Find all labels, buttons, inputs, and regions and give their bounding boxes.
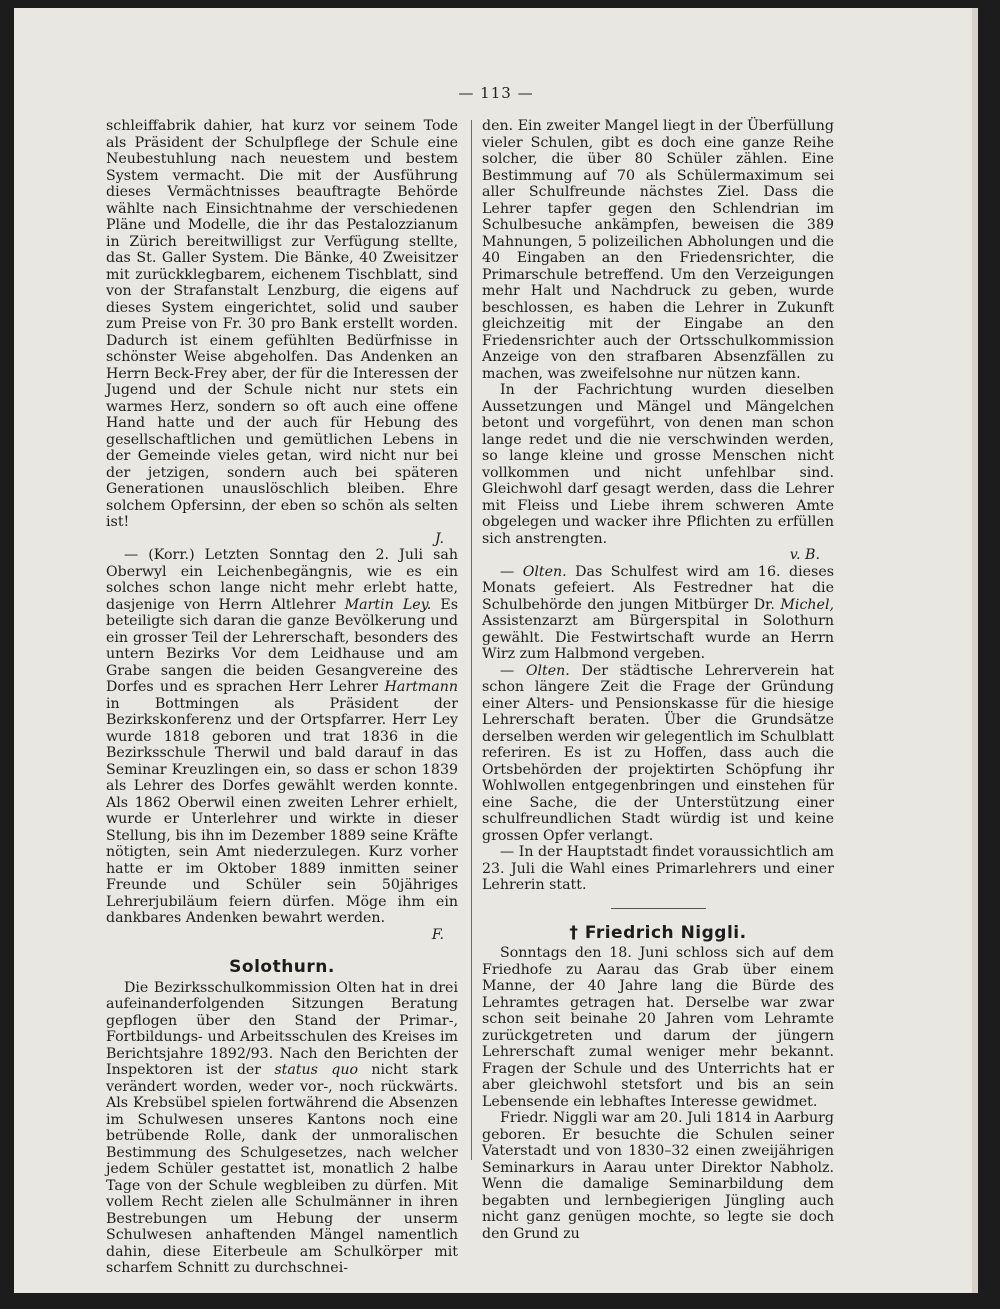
paragraph-text: — (Korr.) Letzten Sonntag den 2. Juli sah Oberwyl ein Leichenbegängnis, wie es ein solches schon lange nicht mehr erlebt hatte, dasjenige von Herrn Altlehrer: [106, 547, 458, 613]
page-number: — 113 —: [458, 84, 534, 102]
paragraph-text: Assistenzarzt am Bürgerspital in Solothurn gewählt. Die Festwirtschaft wurde an Herrn Wirz zum Halbmond vergeben.: [482, 613, 834, 662]
separator-rule: [611, 908, 706, 909]
paragraph-text: Es beteiligte sich daran die ganze Bevölkerung und ein grosser Teil der Lehrerschaft, besonders des untern Bezirks Vor dem Leidhause und am Grabe sangen die beiden Gesangvereine des Dorfes und es sprachen Herr Lehrer: [106, 596, 458, 695]
section-heading: Solothurn.: [229, 957, 335, 977]
article-paragraph: [482, 663, 834, 845]
left-column: [106, 118, 458, 1277]
person-name: Hartmann: [384, 679, 458, 695]
article-paragraph: [482, 382, 834, 564]
article-paragraph: Sonntags den 18. Juni schloss sich auf dem Friedhofe zu Aarau das Grab über einem Manne, der 40 Jahre lang die Bürde des Lehramtes getragen hat. Derselbe war zwar schon seit beinahe 20 Jahren vom Lehramte zurückgetreten und darum der jüngern Lehrerschaft zumal weniger mehr bekannt. Fragen der Schule und des Unterrichts hat er aber gleichwohl stetsfort und bis an sein Lebensende ein lebhaftes Interesse gewidmet.: [482, 945, 834, 1110]
paragraph-text: Der städtische Lehrerverein hat schon längere Zeit die Frage der Gründung einer Alters- und Pensionskasse für die hiesige Lehrerschaft beraten. Über die Grundsätze derselben werden wir gelegentlich im Schulblatt referiren. Es ist zu Hoffen, dass auch die Ortsbehörden der projektirten Schöpfung ihr Wohlwollen entgegenbringen und einstehen für eine Sache, die der Unterstützung einer schulfreundlichen Stadt würdig ist und keine grossen Opfer verlangt.: [482, 662, 834, 844]
article-paragraph: den. Ein zweiter Mangel liegt in der Überfüllung vieler Schulen, gibt es doch eine ganze Reihe solcher, die über 80 Schüler zählen. Eine Bestimmung auf 70 als Schülermaximum sei aller Schulfreunde nächstes Ziel. Dass die Lehrer tapfer gegen den Schlendrian im Schulbesuche ankämpfen, beweisen die 389 Mahnungen, 5 polizeilichen Abholungen und die 40 Eingaben an den Friedensrichter, die Primarschule betreffend. Um den Verzeigungen mehr Halt und Nachdruck zu geben, wurde beschlossen, es haben die Lehrer in Zukunft gleichzeitig mit der Eingabe an den Friedensrichter auch der Ortsschulkommission Anzeige von den strafbaren Absenzfällen zu machen, was zweifelsohne nur nützen kann.: [482, 118, 834, 382]
article-paragraph: [106, 118, 458, 547]
paragraph-text: Die Bezirksschulkommission Olten hat in drei aufeinanderfolgenden Sitzungen Beratung gepflogen über den Stand der Primar-, Fortbildungs- und Arbeitsschulen des Kreises im Berichtsjahre 1892/93. Nach den Berichten der Inspektoren ist der: [106, 979, 458, 1078]
paragraph-text: In der Fachrichtung wurden dieselben Aussetzungen und Mängel und Mängelchen betont und vorgeführt, von denen man schon lange redet und die nie verschwinden werden, so lange kleine und grosse Menschen nicht vollkommen und nicht unfehlbar sind. Gleichwohl darf gesagt werden, dass die Lehrer mit Fleiss und Liebe ihrem schweren Amte obgelegen und wacker ihre Pflichten zu erfüllen sich anstrengten.: [482, 382, 834, 547]
obituary-heading: † Friedrich Niggli.: [569, 922, 747, 943]
person-name: Michel,: [780, 596, 834, 613]
place-name: Olten.: [525, 662, 570, 679]
paragraph-text: —: [500, 563, 523, 580]
paragraph-text: schleiffabrik dahier, hat kurz vor seinem Tode als Präsident der Schulpflege der Schule eine Neubestuhlung nach neuestem und bestem System vermacht. Die mit der Ausführung dieses Vermächtnisses beauftragte Behörde wählte nach Einsichtnahme der verschiedenen Pläne und Modelle, die ihr das Pestalozzianum in Zürich bereitwilligst zur Verfügung stellte, das St. Galler System. Die Bänke, 40 Zweisitzer mit zurückklegbarem, eichenem Tischblatt, sind von der Strafanstalt Lenzburg, die eigens auf dieses System eingerichtet, solid und sauber zum Preise von Fr. 30 pro Bank erstellt worden. Dadurch ist einem gefühlten Bedürfnisse in schönster Weise abgeholfen. Das Andenken an Herrn Beck-Frey aber, der für die Interessen der Jugend und der Schule nicht nur stets ein warmes Herz, sondern so oft auch eine offene Hand hatte und der auch für Hebung des gesellschaftlichen und gemütlichen Lebens in der Gemeinde vieles getan, wird nicht nur bei der jetzigen, sondern auch bei späteren Generationen unauslöschlich bleiben. Ehre solchem Opfersinn, der eben so schön als selten ist!: [106, 118, 458, 530]
newspaper-page: [14, 8, 978, 1293]
paragraph-text: nicht stark verändert worden, weder vor-, noch rückwärts. Als Krebsübel spielen fortwährend die Absenzen im Schulwesen unseres Kantons noch eine betrübende Rolle, dank der unmoralischen Bestimmung des Schulgesetzes, nach welcher jedem Schüler gestattet ist, monatlich 2 halbe Tage von der Schule wegbleiben zu dürfen. Mit vollem Recht zielen alle Schulmänner in ihren Bestrebungen um Hebung der unserm Schulwesen anhaftenden Mängel namentlich dahin, diese Eiterbeule am Schulkörper mit scharfem Schnitt zu durchschnei-: [106, 1062, 458, 1276]
author-signature: F.: [431, 926, 444, 943]
author-signature: v. B.: [789, 547, 820, 563]
paragraph-text: in Bottmingen als Präsident der Bezirkskonferenz und der Ortspfarrer. Herr Ley wurde 1818 geboren und trat 1836 in die Bezirksschule Therwil und bald darauf in das Seminar Kreuzlingen ein, so dass er schon 1839 als Lehrer des Dorfes gewählt werden konnte. Als 1862 Oberwil einen zweiten Lehrer erhielt, wurde er Unterlehrer und wirkte in dieser Stellung, bis ihn im Dezember 1889 seine Kräfte nötigten, sein Amt niederzulegen. Kurz vorher hatte er im Oktober 1889 inmitten seiner Freunde und Schüler sein 50jähriges Lehrerjubiläum feiern dürfen. Möge ihm ein dankbares Andenken bewahrt werden.: [106, 695, 458, 926]
author-signature: J.: [434, 530, 444, 547]
person-name: Martin Ley.: [344, 596, 432, 613]
place-name: Olten.: [522, 563, 567, 580]
article-paragraph: Friedr. Niggli war am 20. Juli 1814 in Aarburg geboren. Er besuchte die Schulen seiner Vaterstadt und von 1830–32 einen zweijährigen Seminarkurs in Aarau unter Direktor Nabholz. Wenn die damalige Seminarbildung dem begabten und lernbegierigen Jüngling auch nicht ganz genügen mochte, so legte sie doch den Grund zu: [482, 1110, 834, 1242]
paragraph-text: —: [500, 662, 526, 679]
article-paragraph: [106, 547, 458, 943]
article-paragraph: [482, 564, 834, 663]
right-column: [482, 118, 834, 1242]
article-paragraph: [106, 980, 458, 1277]
article-paragraph: — In der Hauptstadt findet voraussichtlich am 23. Juli die Wahl eines Primarlehrers und einer Lehrerin statt.: [482, 844, 834, 893]
column-divider: [471, 120, 472, 1160]
paragraph-text: Das Schulfest wird am 16. dieses Monats gefeiert. Als Festredner hat die Schulbehörde den jungen Mitbürger Dr.: [482, 563, 834, 613]
latin-phrase: status quo: [274, 1062, 359, 1078]
